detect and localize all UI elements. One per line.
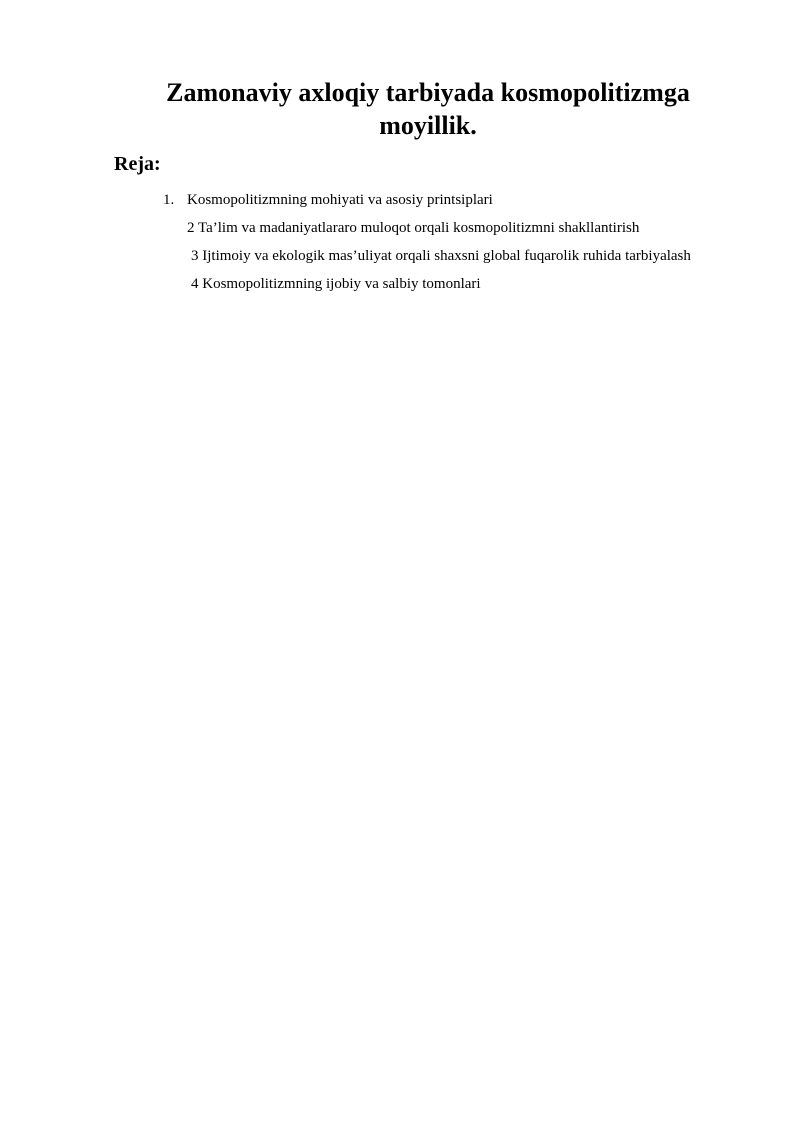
plan-item-2: 2 Ta’lim va madaniyatlararo muloqot orqali kosmopolitizmni shakllantirish [187,220,640,236]
plan-item-1: Kosmopolitizmning mohiyati va asosiy printsiplari [187,192,493,208]
plan-item-number: 1. [163,192,175,208]
plan-heading: Reja: [114,153,161,175]
plan-item-4: 4 Kosmopolitizmning ijobiy va salbiy tomonlari [191,276,481,292]
document-title: Zamonaviy axloqiy tarbiyada kosmopolitizmga moyillik. [166,78,690,140]
plan-item-3: 3 Ijtimoiy va ekologik mas’uliyat orqali shaxsni global fuqarolik ruhida tarbiyalash [191,248,691,264]
